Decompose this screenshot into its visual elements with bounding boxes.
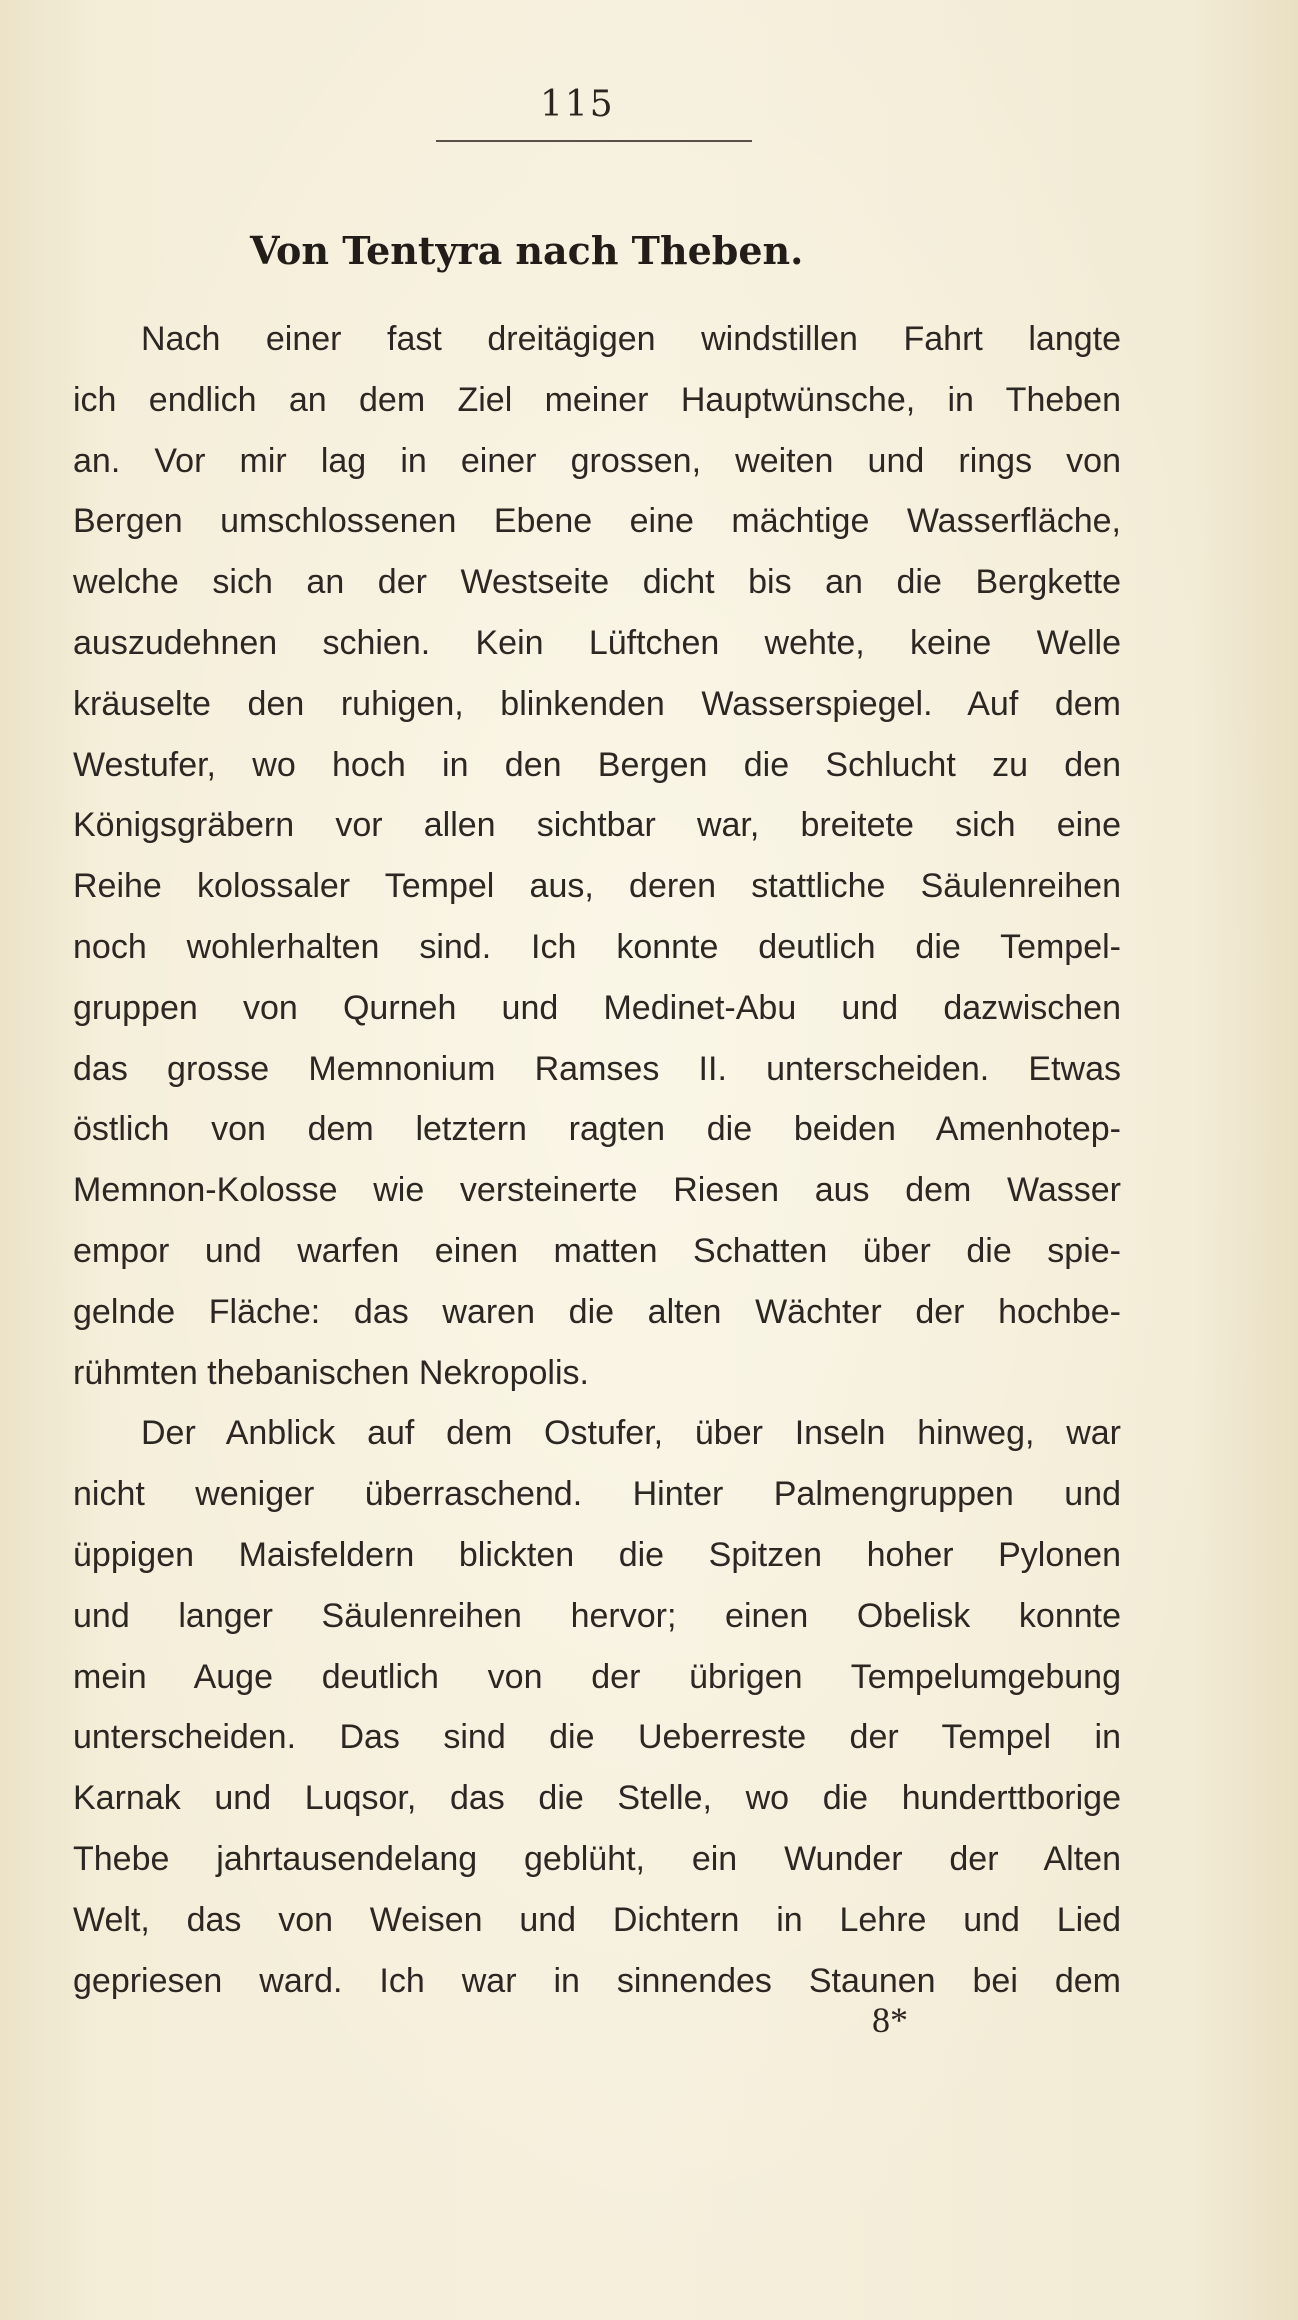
page-number: 115 (540, 84, 615, 125)
text-line: Memnon-Kolosse wie versteinerte Riesen aus dem Wasser (73, 1171, 1121, 1210)
text-line: mein Auge deutlich von der übrigen Tempelumgebung (73, 1657, 1121, 1696)
text-line: üppigen Maisfeldern blickten die Spitzen hoher Pylonen (73, 1535, 1121, 1574)
text-line: das grosse Memnonium Ramses II. unterscheiden. Etwas (73, 1049, 1121, 1088)
text-line: Karnak und Luqsor, das die Stelle, wo die hunderttborige (73, 1779, 1121, 1818)
text-line: Bergen umschlossenen Ebene eine mächtige Wasserfläche, (73, 502, 1121, 541)
text-line: kräuselte den ruhigen, blinkenden Wasserspiegel. Auf dem (73, 684, 1121, 723)
text-line: ich endlich an dem Ziel meiner Hauptwünsche, in Theben (73, 380, 1121, 419)
header-rule (436, 140, 752, 142)
text-line: nicht weniger überraschend. Hinter Palmengruppen und (73, 1475, 1121, 1514)
text-line: rühmten thebanischen Nekropolis. (73, 1353, 589, 1392)
text-line: Der Anblick auf dem Ostufer, über Inseln hinweg, war (141, 1414, 1121, 1453)
text-line: gepriesen ward. Ich war in sinnendes Staunen bei dem (73, 1961, 1121, 2000)
text-line: östlich von dem letztern ragten die beiden Amenhotep- (73, 1110, 1121, 1149)
text-line: an. Vor mir lag in einer grossen, weiten und rings von (73, 441, 1121, 480)
text-line: und langer Säulenreihen hervor; einen Obelisk konnte (73, 1596, 1121, 1635)
text-line: Welt, das von Weisen und Dichtern in Lehre und Lied (73, 1900, 1121, 1939)
text-line: empor und warfen einen matten Schatten über die spie- (73, 1231, 1121, 1270)
text-line: auszudehnen schien. Kein Lüftchen wehte, keine Welle (73, 623, 1121, 662)
text-line: welche sich an der Westseite dicht bis an die Bergkette (73, 563, 1121, 602)
text-line: gruppen von Qurneh und Medinet-Abu und dazwischen (73, 988, 1121, 1027)
body-text (73, 309, 1121, 2011)
text-line: Westufer, wo hoch in den Bergen die Schlucht zu den (73, 745, 1121, 784)
text-line: noch wohlerhalten sind. Ich konnte deutlich die Tempel- (73, 927, 1121, 966)
text-line: Königsgräbern vor allen sichtbar war, breitete sich eine (73, 806, 1121, 845)
signature-mark: 8* (872, 2000, 908, 2040)
text-line: gelnde Fläche: das waren die alten Wächter der hochbe- (73, 1292, 1121, 1331)
text-line: Reihe kolossaler Tempel aus, deren stattliche Säulenreihen (73, 867, 1121, 906)
text-line: Nach einer fast dreitägigen windstillen Fahrt langte (141, 320, 1121, 358)
chapter-title: Von Tentyra nach Theben. (250, 228, 804, 273)
text-line: Thebe jahrtausendelang geblüht, ein Wunder der Alten (73, 1839, 1121, 1878)
text-line: unterscheiden. Das sind die Ueberreste der Tempel in (73, 1718, 1121, 1757)
